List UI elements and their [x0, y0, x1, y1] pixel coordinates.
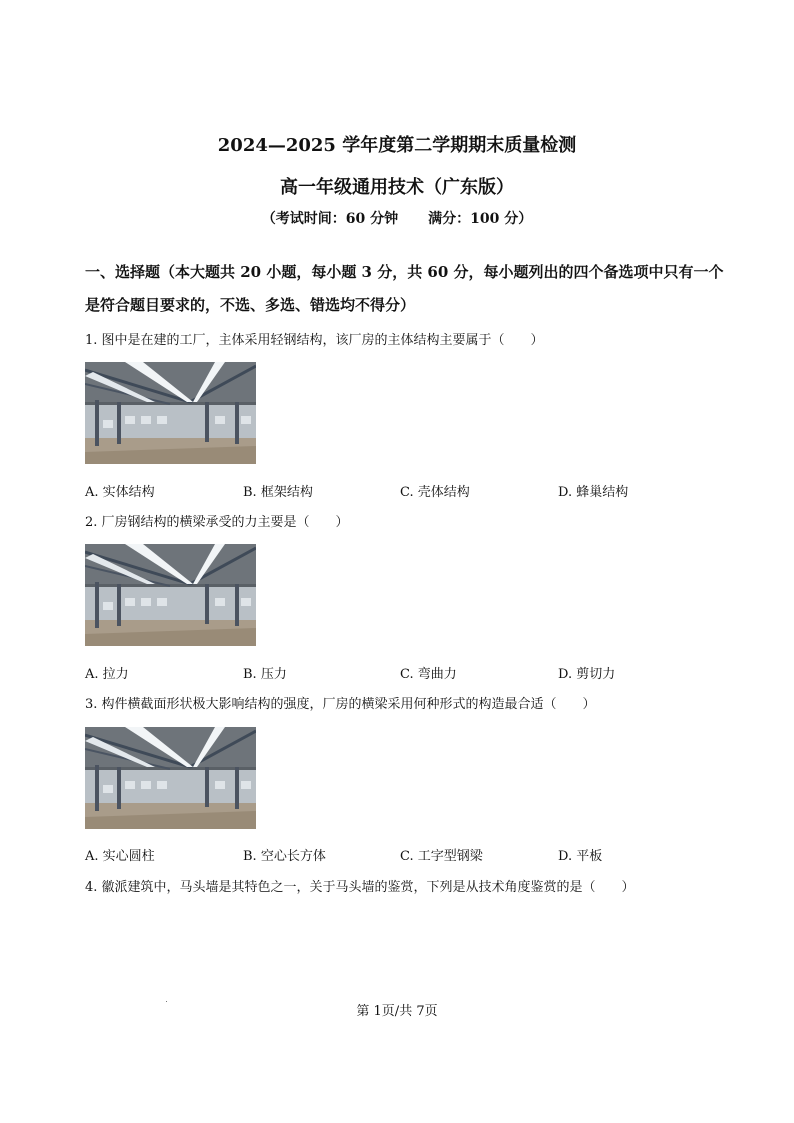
question-4-stem: 4. 徽派建筑中，马头墙是其特色之一，关于马头墙的鉴赏，下列是从技术角度鉴赏的是（ ） — [85, 880, 635, 895]
question-1-stem: 1. 图中是在建的工厂，主体采用轻钢结构，该厂房的主体结构主要属于（ ） — [85, 333, 544, 348]
exam-score: 满分：100 分） — [428, 211, 533, 227]
option-d: D. 剪切力 — [558, 667, 616, 682]
question-1-options — [85, 481, 725, 499]
option-b: B. 空心长方体 — [243, 849, 326, 864]
question-3-stem: 3. 构件横截面形状极大影响结构的强度，厂房的横梁采用何种形式的构造最合适（ ） — [85, 697, 596, 712]
document-title: 2024—2025 学年度第二学期期末质量检测 — [217, 135, 577, 156]
option-c: C. 弯曲力 — [400, 667, 457, 682]
exam-info — [0, 208, 794, 228]
page-number: 第 1页/共 7页 — [356, 1004, 438, 1019]
factory-photo — [85, 362, 256, 464]
factory-photo — [85, 544, 256, 646]
option-b: B. 框架结构 — [243, 485, 313, 500]
question-3-options — [85, 845, 725, 863]
option-c: C. 壳体结构 — [400, 485, 470, 500]
question-2-stem: 2. 厂房钢结构的横梁承受的力主要是（ ） — [85, 515, 349, 530]
option-a: A. 实心圆柱 — [85, 849, 155, 864]
option-d: D. 蜂巢结构 — [558, 485, 629, 500]
option-b: B. 压力 — [243, 667, 287, 682]
option-c: C. 工字型钢梁 — [400, 849, 483, 864]
option-d: D. 平板 — [558, 849, 603, 864]
section-heading: 一、选择题（本大题共 20 小题，每小题 3 分，共 60 分，每小题列出的四个备选项中只有一个是符合题目要求的，不选、多选、错选均不得分） — [85, 263, 724, 314]
factory-photo — [85, 727, 256, 829]
document-subtitle: 高一年级通用技术（广东版） — [280, 177, 514, 198]
option-a: A. 拉力 — [85, 667, 129, 682]
question-2-options — [85, 663, 725, 681]
option-a: A. 实体结构 — [85, 485, 155, 500]
exam-time: （考试时间：60 分钟 — [261, 211, 399, 227]
